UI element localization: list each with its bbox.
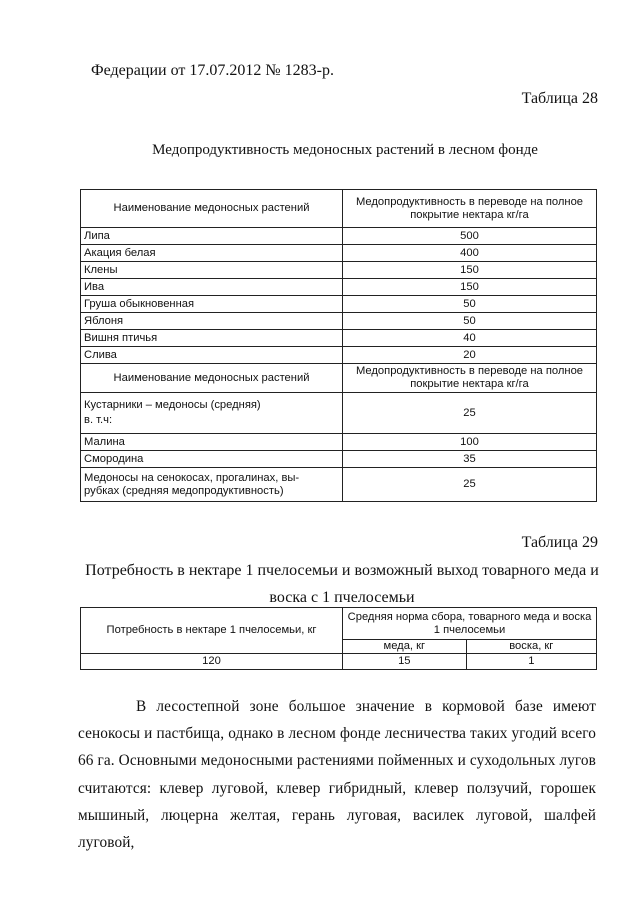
- table-29-title-line2: воска с 1 пчелосемьи: [269, 589, 415, 606]
- plant-name: Груша обыкновенная: [81, 296, 343, 313]
- plant-name: Липа: [81, 228, 343, 245]
- nectar-need-value: 120: [81, 654, 343, 670]
- header-line: Федерации от 17.07.2012 № 1283-р.: [91, 62, 334, 79]
- table-header-row: [81, 190, 597, 228]
- productivity-value: 35: [343, 451, 597, 468]
- table-28-label: Таблица 28: [521, 90, 598, 107]
- shrubs-label: Кустарники – медоносы (средняя): [84, 399, 261, 411]
- shrubs-cell: [81, 393, 343, 434]
- column-header-productivity: Медопродуктивность в переводе на полное покрытие нектара кг/га: [343, 190, 597, 228]
- table-29-title-line1: Потребность в нектаре 1 пчелосемьи и возможный выход товарного меда и: [85, 562, 599, 579]
- table-row: [81, 296, 597, 313]
- table-29-label: Таблица 29: [521, 534, 598, 551]
- column-header-nectar-need: Потребность в нектаре 1 пчелосемьи, кг: [81, 608, 343, 654]
- meadow-cell: [81, 468, 343, 502]
- table-row: [81, 451, 597, 468]
- wax-value: 1: [466, 654, 596, 670]
- productivity-value: 500: [343, 228, 597, 245]
- table-row: [81, 262, 597, 279]
- table-row: [81, 654, 597, 670]
- plant-name: Слива: [81, 347, 343, 364]
- plant-name: Клены: [81, 262, 343, 279]
- column-header-honey: меда, кг: [343, 640, 467, 654]
- table-row: [81, 434, 597, 451]
- column-header-plant-name: Наименование медоносных растений: [81, 190, 343, 228]
- plant-name: Малина: [81, 434, 343, 451]
- productivity-value: 100: [343, 434, 597, 451]
- table-row: [81, 245, 597, 262]
- table-28: [80, 189, 597, 502]
- table-row: [81, 279, 597, 296]
- productivity-value: 400: [343, 245, 597, 262]
- plant-name: Яблоня: [81, 313, 343, 330]
- honey-value: 15: [343, 654, 467, 670]
- meadow-label-line2: рубках (средняя медопродуктивность): [84, 484, 284, 497]
- plant-name: Акация белая: [81, 245, 343, 262]
- plant-name: Смородина: [81, 451, 343, 468]
- productivity-value: 150: [343, 279, 597, 296]
- plant-name: Вишня птичья: [81, 330, 343, 347]
- plant-name: Ива: [81, 279, 343, 296]
- table-row: [81, 313, 597, 330]
- column-header-productivity-repeat: Медопродуктивность в переводе на полное покрытие нектара кг/га: [343, 364, 597, 393]
- table-subheader-row: [81, 364, 597, 393]
- table-row: [81, 228, 597, 245]
- productivity-value: 150: [343, 262, 597, 279]
- table-header-row: [81, 608, 597, 640]
- column-header-wax: воска, кг: [466, 640, 596, 654]
- shrubs-note: в. т.ч:: [84, 414, 113, 426]
- productivity-value: 25: [343, 468, 597, 502]
- table-row: [81, 393, 597, 434]
- column-header-average-yield: Средняя норма сбора, товарного меда и воска 1 пчелосемьи: [343, 608, 597, 640]
- body-paragraph: В лесостепной зоне большое значение в кормовой базе имеют сенокосы и пастбища, однако в лесном фонде лесничества таких угодий всего 66 га. Основными медоносными растениями пойменных и суходольных лугов считаются: клевер луговой, клевер гибридный, клевер ползучий, горошек мышиный, люцерна желтая, герань луговая, василек луговой, шалфей луговой,: [78, 698, 596, 852]
- table-row: [81, 347, 597, 364]
- productivity-value: 50: [343, 313, 597, 330]
- productivity-value: 40: [343, 330, 597, 347]
- productivity-value: 50: [343, 296, 597, 313]
- productivity-value: 20: [343, 347, 597, 364]
- table-row: [81, 468, 597, 502]
- meadow-label-line1: Медоносы на сенокосах, прогалинах, вы-: [84, 471, 300, 484]
- productivity-value: 25: [343, 393, 597, 434]
- table-29: [80, 607, 597, 670]
- table-row: [81, 330, 597, 347]
- column-header-plant-name-repeat: Наименование медоносных растений: [81, 364, 343, 393]
- table-28-title: Медопродуктивность медоносных растений в лесном фонде: [152, 142, 538, 158]
- table-29-title: [72, 557, 612, 611]
